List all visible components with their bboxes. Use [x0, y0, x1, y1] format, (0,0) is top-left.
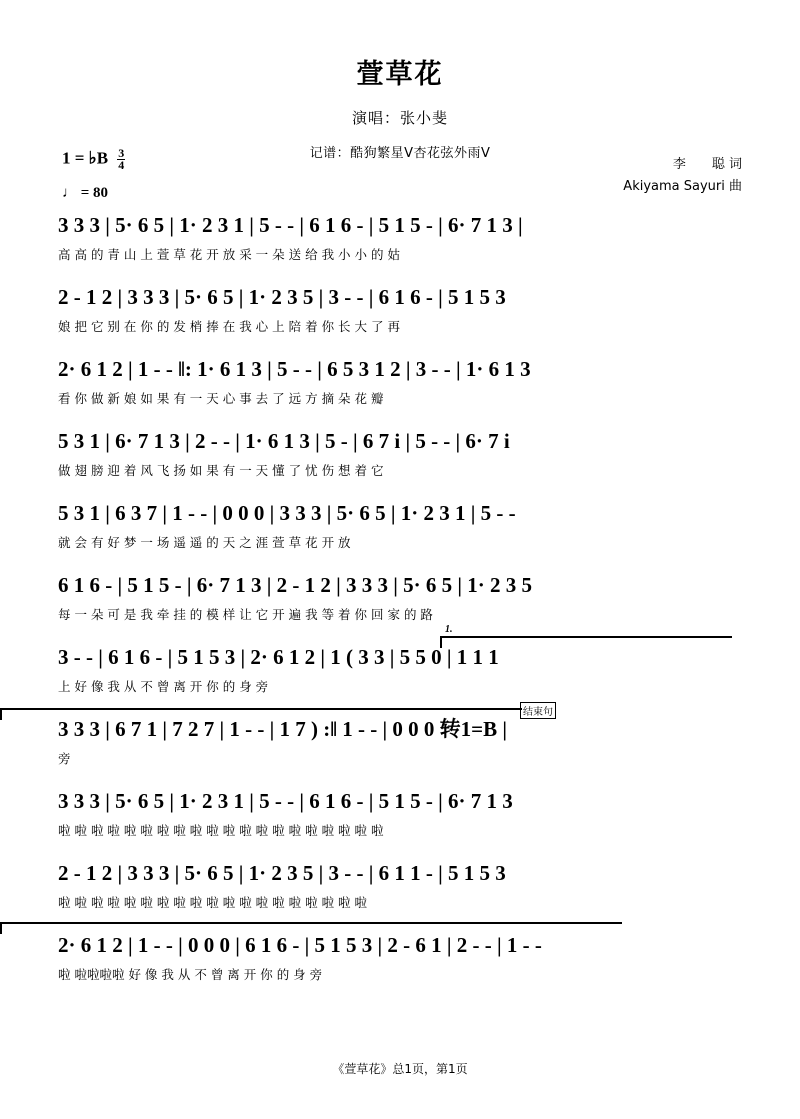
notation-line: 2· 6 1 2 | 1 - - ‖: 1· 6 1 3 | 5 - - | 6 5 3 1 2 | 3 - - | 1· 6 1 3: [58, 357, 531, 381]
lyrics-line: 上 好 像 我 从 不 曾 离 开 你 的 身 旁: [58, 679, 269, 694]
music-system: [0, 354, 800, 426]
transcriber-line: 记谱：酷狗繁星V杏花弦外雨V: [309, 146, 491, 161]
lyrics-line: 高 高 的 青 山 上 萱 草 花 开 放 采 一 朵 送 给 我 小 小 的 姑: [58, 247, 400, 262]
music-system: [0, 570, 800, 642]
composer-credit: Akiyama Sayuri 曲: [623, 179, 742, 194]
page-title: 萱草花: [356, 59, 444, 90]
music-systems: [0, 210, 800, 1002]
lyrics-line: 就 会 有 好 梦 一 场 遥 遥 的 天 之 涯 萱 草 花 开 放: [58, 535, 351, 550]
ending-bracket: [0, 708, 522, 720]
lyrics-line: 做 翅 膀 迎 着 风 飞 扬 如 果 有 一 天 懂 了 忧 伤 想 着 它: [58, 463, 384, 478]
page-footer: 《萱草花》总1页，第1页: [332, 1062, 468, 1076]
music-system: [0, 210, 800, 282]
notation-line: 2· 6 1 2 | 1 - - | 0 0 0 | 6 1 6 - | 5 1 5 3 | 2 - 6 1 | 2 - - | 1 - -: [58, 933, 542, 957]
volta-bracket: [440, 624, 732, 648]
lyricist-credit: 李 聪 词: [672, 157, 742, 172]
lyrics-line: 啦 啦啦啦啦 好 像 我 从 不 曾 离 开 你 的 身 旁: [58, 967, 323, 982]
coda-label: 结束句: [520, 702, 556, 719]
lyrics-line: 啦 啦 啦 啦 啦 啦 啦 啦 啦 啦 啦 啦 啦 啦 啦 啦 啦 啦 啦: [58, 895, 368, 910]
music-system: [0, 707, 800, 786]
music-system: [0, 930, 800, 1002]
notation-line: 3 - - | 6 1 6 - | 5 1 5 3 | 2· 6 1 2 | 1 ( 3 3 | 5 5 0 | 1 1 1: [58, 645, 499, 669]
tempo-marking: ♩ = 80: [62, 185, 109, 201]
music-system: [0, 282, 800, 354]
music-system: [0, 624, 800, 714]
notation-line: 6 1 6 - | 5 1 5 - | 6· 7 1 3 | 2 - 1 2 | 3 3 3 | 5· 6 5 | 1· 2 3 5: [58, 573, 532, 597]
sheet-music-page: [0, 52, 800, 1119]
lyrics-line: 旁: [58, 751, 71, 766]
notation-line: 5 3 1 | 6· 7 1 3 | 2 - - | 1· 6 1 3 | 5 - | 6 7 i | 5 - - | 6· 7 i: [58, 429, 510, 453]
notation-line: 2 - 1 2 | 3 3 3 | 5· 6 5 | 1· 2 3 5 | 3 - - | 6 1 6 - | 5 1 5 3: [58, 285, 506, 309]
time-signature: [117, 148, 125, 171]
lyrics-line: 啦 啦 啦 啦 啦 啦 啦 啦 啦 啦 啦 啦 啦 啦 啦 啦 啦 啦 啦 啦: [58, 823, 384, 838]
key-signature-text: 1 = ♭B: [62, 148, 109, 168]
music-system: [0, 498, 800, 570]
notation-line: 3 3 3 | 5· 6 5 | 1· 2 3 1 | 5 - - | 6 1 6 - | 5 1 5 - | 6· 7 1 3: [58, 789, 513, 813]
notation-line: 5 3 1 | 6 3 7 | 1 - - | 0 0 0 | 3 3 3 | 5· 6 5 | 1· 2 3 1 | 5 - -: [58, 501, 516, 525]
time-signature-numerator: 3: [118, 146, 125, 160]
music-system: [0, 786, 800, 858]
volta-label: 1.: [445, 624, 453, 635]
notation-line: 3 3 3 | 5· 6 5 | 1· 2 3 1 | 5 - - | 6 1 6 - | 5 1 5 - | 6· 7 1 3 |: [58, 213, 523, 237]
music-system: [0, 426, 800, 498]
time-signature-denominator: 4: [118, 158, 125, 172]
key-signature: [62, 148, 125, 171]
credits: [623, 154, 742, 198]
notation-line: 3 3 3 | 6 7 1 | 7 2 7 | 1 - - | 1 7 ) :‖ 1 - - | 0 0 0 转1=B |: [58, 717, 507, 741]
final-bracket: [0, 922, 622, 934]
singer-line: 演唱：张小斐: [351, 109, 448, 127]
music-system: [0, 858, 800, 930]
lyrics-line: 娘 把 它 别 在 你 的 发 梢 捧 在 我 心 上 陪 着 你 长 大 了 再: [58, 319, 400, 334]
lyrics-line: 看 你 做 新 娘 如 果 有 一 天 心 事 去 了 远 方 摘 朵 花 瓣: [58, 391, 384, 406]
notation-line: 2 - 1 2 | 3 3 3 | 5· 6 5 | 1· 2 3 5 | 3 - - | 6 1 1 - | 5 1 5 3: [58, 861, 506, 885]
lyrics-line: 每 一 朵 可 是 我 牵 挂 的 模 样 让 它 开 遍 我 等 着 你 回 家 的 路: [58, 607, 433, 622]
